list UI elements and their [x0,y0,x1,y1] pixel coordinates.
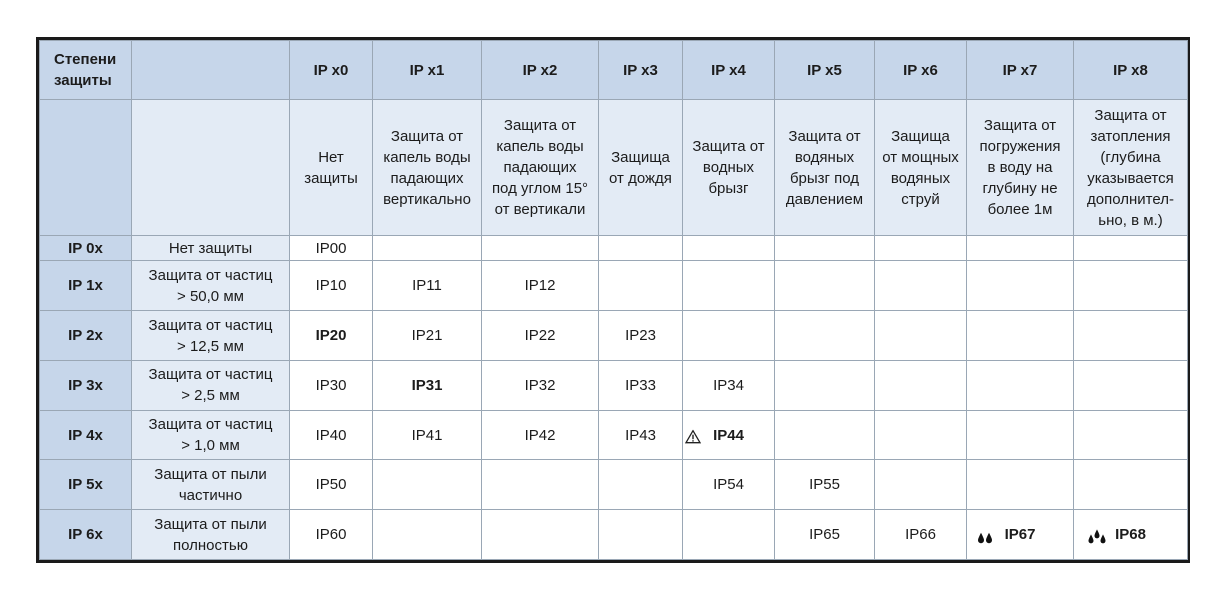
ip-code-text: IP11 [412,277,442,295]
table-cell [875,460,967,510]
table-cell [290,360,373,410]
ip-code-text: IP12 [524,277,556,295]
ip-code-text: IP60 [315,526,347,544]
table-cell [1074,460,1188,510]
table-row [40,236,1188,261]
table-cell [290,410,373,460]
row-description: Защита от частиц > 2,5 мм [132,360,290,410]
table-cell [775,410,875,460]
table-cell [373,410,482,460]
ip-code-ip30 [316,375,347,396]
ip-code-text: IP23 [625,327,656,345]
row-description: Защита от частиц > 1,0 мм [132,410,290,460]
ip-code-text: IP67 [1004,526,1036,544]
table-cell [683,236,775,261]
table-row [40,360,1188,410]
column-description: Защища от дождя [599,100,683,236]
column-header-ip-x5: IP x5 [775,41,875,100]
table-cell [482,510,599,560]
table-cell [290,261,373,311]
column-description: Защита от водных брызг [683,100,775,236]
table-cell [482,460,599,510]
table-row [40,311,1188,361]
ip-code-ip12 [525,275,556,296]
ip-code-text: IP68 [1115,526,1146,544]
warning-triangle-icon [685,429,701,450]
table-cell [875,261,967,311]
column-header-ip-x1: IP x1 [373,41,482,100]
ip-code-ip00 [316,238,347,259]
table-cell [683,460,775,510]
table-row [40,460,1188,510]
row-code: IP 6x [40,510,132,560]
ip-code-text: IP30 [315,376,347,394]
table-cell [482,410,599,460]
ip-code-ip11 [412,275,442,296]
row-description: Защита от пыли частично [132,460,290,510]
ip-code-ip20 [316,325,347,346]
ip-code-ip54 [713,474,744,495]
table-cell [373,360,482,410]
header-empty-cell [132,41,290,100]
table-cell [1074,360,1188,410]
table-cell [599,510,683,560]
ip-code-ip60 [316,524,347,545]
table-cell [1074,510,1188,560]
table-cell [683,261,775,311]
ip-code-text: IP33 [625,376,656,394]
column-description: Защита от капель воды падающих вертикально [373,100,482,236]
table-cell [875,311,967,361]
table-cell [290,510,373,560]
ip-code-ip68 [1115,524,1146,545]
table-cell [482,360,599,410]
table-cell [967,510,1074,560]
ip-code-text: IP66 [905,526,936,544]
table-cell [599,410,683,460]
ip-code-ip33 [625,375,656,396]
table-cell [875,360,967,410]
table-cell [373,460,482,510]
ip-code-text: IP22 [524,327,556,345]
table-cell [482,261,599,311]
column-header-ip-x4: IP x4 [683,41,775,100]
table-cell [373,261,482,311]
table-cell [1074,311,1188,361]
column-header-ip-x7: IP x7 [967,41,1074,100]
table-cell [599,311,683,361]
ip-protection-table-frame [36,37,1190,563]
table-cell [373,510,482,560]
ip-code-text: IP65 [809,526,840,544]
table-cell [373,236,482,261]
table-cell [599,261,683,311]
row-description: Нет защиты [132,236,290,261]
two-drops-icon [977,528,995,549]
ip-code-text: IP31 [411,376,443,394]
table-cell [599,360,683,410]
table-cell [875,236,967,261]
table-cell [482,311,599,361]
table-cell [775,510,875,560]
table-row [40,261,1188,311]
table-row [40,410,1188,460]
ip-code-text: IP50 [315,476,347,494]
table-cell [290,460,373,510]
ip-code-ip67 [1005,524,1036,545]
ip-code-text: IP41 [411,426,443,444]
table-cell [775,460,875,510]
table-cell [875,510,967,560]
ip-code-ip44 [713,425,744,446]
column-description: Защита от водяных брызг под давлением [775,100,875,236]
ip-code-ip32 [525,375,556,396]
table-cell [482,236,599,261]
ip-code-text: IP32 [524,376,556,394]
column-header-ip-x6: IP x6 [875,41,967,100]
table-cell [775,311,875,361]
table-cell [967,261,1074,311]
table-cell [775,360,875,410]
row-code: IP 2x [40,311,132,361]
table-cell [290,311,373,361]
row-description: Защита от частиц > 50,0 мм [132,261,290,311]
table-row [40,510,1188,560]
description-empty-cell [40,100,132,236]
three-drops-icon [1087,528,1107,550]
ip-code-text: IP34 [713,376,744,394]
description-row [40,100,1188,236]
corner-label: Степени защиты [40,41,132,100]
column-description: Нет защиты [290,100,373,236]
table-cell [967,360,1074,410]
description-empty-cell [132,100,290,236]
column-description: Защита от затопления (глубина указывается дополнител- ьно, в м.) [1074,100,1188,236]
ip-code-ip66 [905,524,936,545]
ip-code-text: IP42 [524,426,556,444]
column-description: Защита от погружения в воду на глубину не более 1м [967,100,1074,236]
row-code: IP 4x [40,410,132,460]
table-cell [683,510,775,560]
column-header-ip-x8: IP x8 [1074,41,1188,100]
column-header-ip-x3: IP x3 [599,41,683,100]
ip-code-ip23 [625,325,656,346]
table-cell [1074,410,1188,460]
ip-code-ip21 [412,325,443,346]
table-cell [1074,236,1188,261]
column-description: Защища от мощных водяных струй [875,100,967,236]
ip-code-text: IP21 [411,327,443,345]
ip-code-ip43 [625,425,656,446]
table-cell [683,311,775,361]
table-cell [967,460,1074,510]
ip-code-ip50 [316,474,347,495]
ip-code-ip42 [525,425,556,446]
ip-code-ip40 [316,425,347,446]
table-cell [967,410,1074,460]
table-cell [683,360,775,410]
row-code: IP 3x [40,360,132,410]
table-cell [1074,261,1188,311]
column-description: Защита от капель воды падающих под углом 15° от вертикали [482,100,599,236]
table-cell [373,311,482,361]
table-cell [775,261,875,311]
ip-code-text: IP00 [315,239,347,257]
ip-code-ip55 [809,474,840,495]
row-code: IP 5x [40,460,132,510]
table-cell [967,236,1074,261]
row-code: IP 1x [40,261,132,311]
ip-code-ip34 [713,375,744,396]
table-cell [775,236,875,261]
ip-code-ip22 [525,325,556,346]
table-cell [967,311,1074,361]
row-description: Защита от частиц > 12,5 мм [132,311,290,361]
table-cell [683,410,775,460]
table-cell [599,236,683,261]
ip-code-text: IP44 [713,426,744,444]
column-header-ip-x0: IP x0 [290,41,373,100]
ip-code-text: IP43 [625,426,656,444]
table-cell [599,460,683,510]
table-cell [290,236,373,261]
column-header-ip-x2: IP x2 [482,41,599,100]
ip-code-ip10 [316,275,347,296]
ip-code-text: IP10 [315,277,347,295]
row-description: Защита от пыли полностью [132,510,290,560]
header-row [40,41,1188,100]
ip-code-ip31 [412,375,443,396]
ip-code-text: IP55 [809,476,840,494]
ip-code-ip41 [412,425,443,446]
ip-code-text: IP20 [315,327,347,345]
table-cell [875,410,967,460]
ip-code-ip65 [809,524,840,545]
ip-protection-table [39,40,1188,560]
ip-code-text: IP40 [315,426,347,444]
ip-code-text: IP54 [713,476,744,494]
row-code: IP 0x [40,236,132,261]
